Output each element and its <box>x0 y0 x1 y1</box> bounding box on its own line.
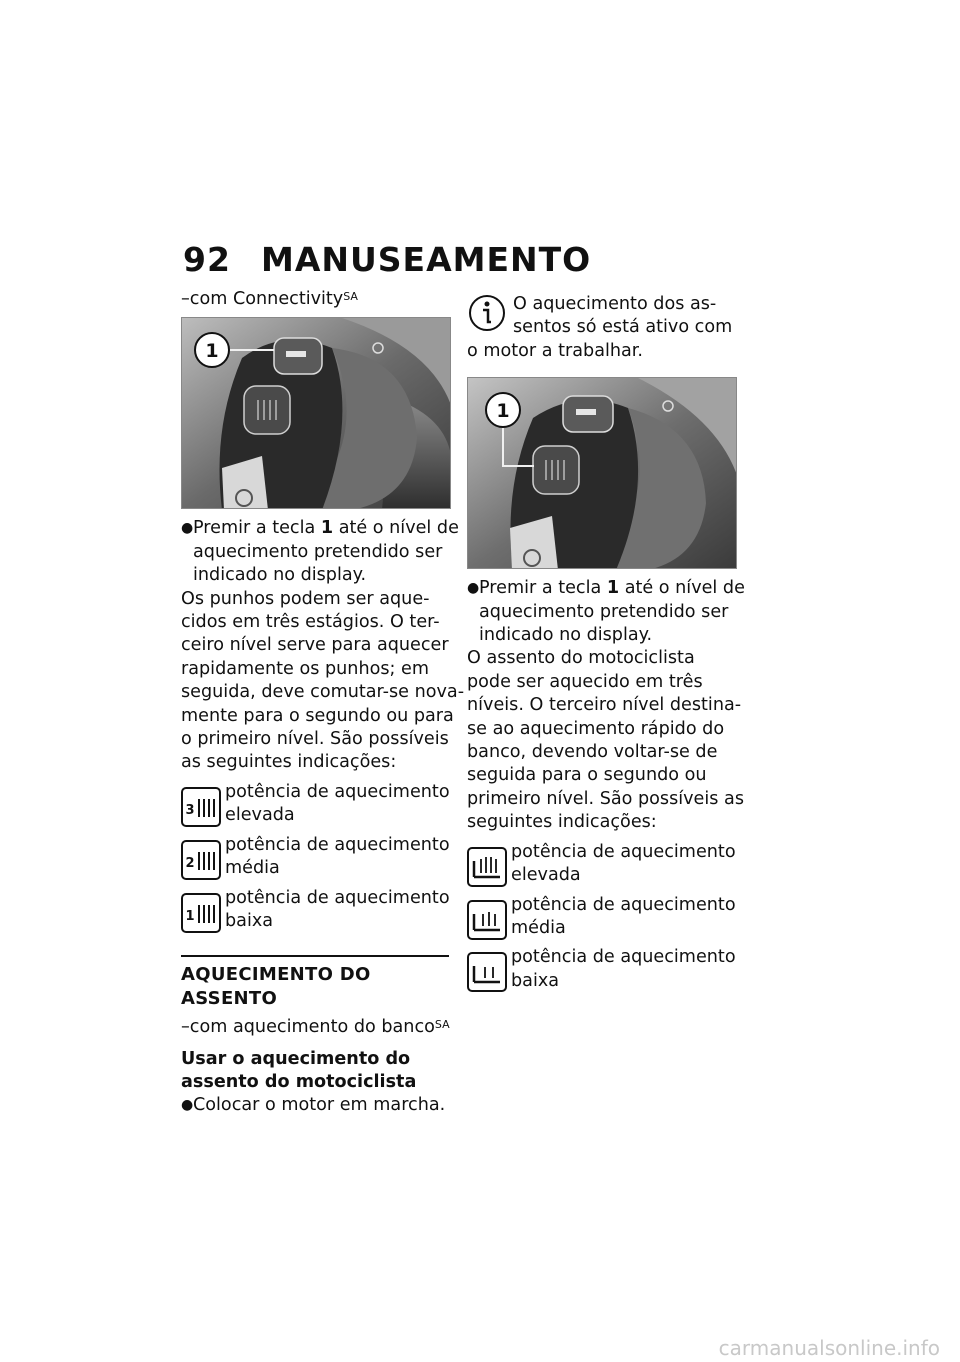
page-header <box>183 240 591 279</box>
connectivity-intro: –com Connectivity$^{SA}$ <box>181 289 358 309</box>
info-note: O aquecimento dos as- sentos só está ativo com o motor a trabalhar. <box>467 294 733 361</box>
section-divider <box>181 955 449 957</box>
bullet-press-key: ● Premir a tecla 1 até o nível de aquecimento pretendido ser indicado no display. <box>181 518 459 586</box>
subheading-use-seat-heating: Usar o aquecimento do assento do motociclista <box>181 1048 417 1092</box>
indication-seat-medium: potência de aquecimento média <box>467 894 737 941</box>
right-column <box>467 293 745 993</box>
watermark: carmanualsonline.info <box>718 1336 940 1360</box>
seat-heating-paragraph: O assento do motociclista pode ser aquecido em três níveis. O terceiro nível destina- se ao aquecimento rápido do banco, devendo voltar-se de seguida para o segundo ou primeiro nível. São possíveis as seguintes indicações: <box>467 648 744 833</box>
seat-heating-level-1-icon <box>467 952 507 992</box>
svg-text:2: 2 <box>185 855 195 871</box>
bullet-start-engine: ● Colocar o motor em marcha. <box>181 1095 446 1116</box>
indication-seat-low: potência de aquecimento baixa <box>467 946 737 993</box>
svg-text:1: 1 <box>185 908 195 924</box>
seat-heating-intro: –com aquecimento do banco$^{SA}$ <box>181 1017 450 1038</box>
indication-grip-low: 1 potência de aquecimento baixa <box>181 887 451 934</box>
photo-callout-1: 1 <box>205 340 219 363</box>
page-title: MANUSEAMENTO <box>261 240 592 279</box>
photo-callout-1: 1 <box>496 400 510 423</box>
seat-heating-level-2-icon <box>467 900 507 940</box>
info-icon <box>467 293 507 333</box>
grip-heating-level-2-icon <box>181 840 221 880</box>
seat-heating-switch-photo <box>467 377 737 569</box>
grip-heating-level-3-icon <box>181 787 221 827</box>
left-column <box>181 288 465 1118</box>
indication-grip-medium: 2 potência de aquecimento média <box>181 834 451 881</box>
grip-heating-level-1-icon <box>181 893 221 933</box>
seat-heating-level-3-icon <box>467 847 507 887</box>
indication-grip-high: 3 potência de aquecimento elevada <box>181 781 451 828</box>
section-heading: AQUECIMENTO DO ASSENTO <box>181 964 371 1009</box>
grip-heating-paragraph: Os punhos podem ser aque- cidos em três estágios. O ter- ceiro nível serve para aquecer rapidamente os punhos; em seguida, deve comutar-se nova- mente para o segundo ou para o primeiro nível. São possíveis as seguintes indicações: <box>181 588 465 773</box>
sa-superscript: SA <box>343 290 358 303</box>
svg-text:3: 3 <box>185 802 195 818</box>
indication-seat-high: potência de aquecimento elevada <box>467 841 737 888</box>
sa-superscript: SA <box>434 1018 450 1032</box>
bullet-press-key: ● Premir a tecla 1 até o nível de aquecimento pretendido ser indicado no display. <box>467 578 745 646</box>
page-number: 92 <box>183 240 231 279</box>
grip-heating-switch-photo <box>181 317 451 509</box>
